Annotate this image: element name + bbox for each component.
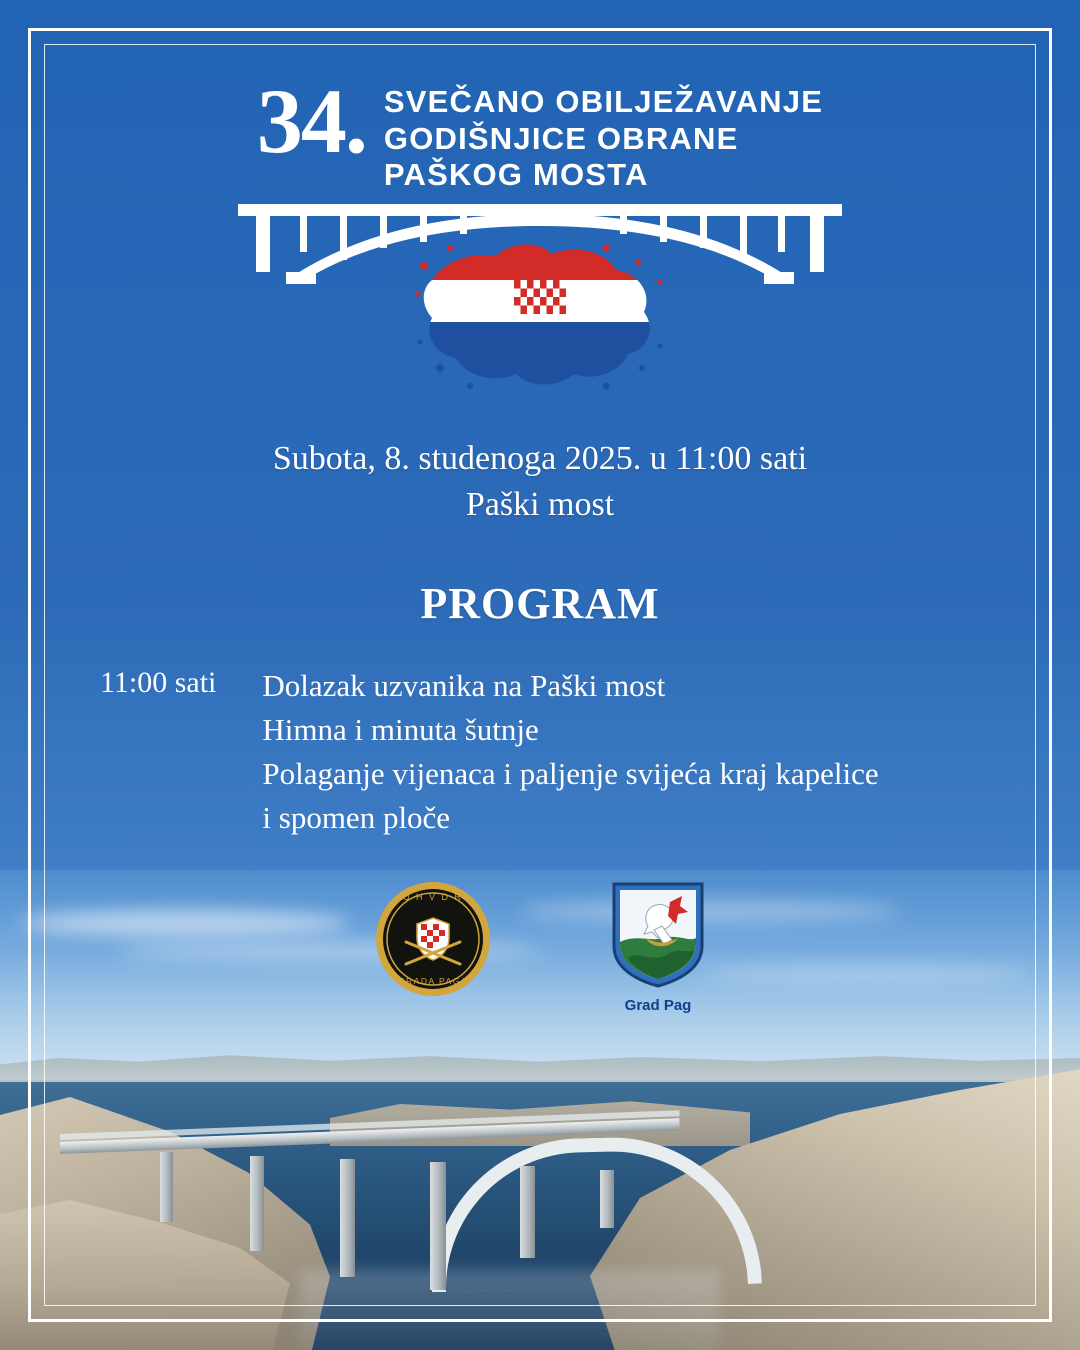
program-item: Dolazak uzvanika na Paški most	[262, 668, 666, 703]
grad-pag-emblem	[610, 880, 706, 1014]
udvdr-top-text: U H V D R	[402, 892, 464, 902]
bridge-pier	[160, 1152, 173, 1222]
title-line-2: GODIŠNJICE OBRANE	[383, 120, 739, 156]
title-line-1: SVEČANO OBILJEŽAVANJE	[383, 84, 824, 119]
emblem-row	[0, 880, 1080, 1014]
program-item: i spomen ploče	[262, 800, 451, 836]
event-date: Subota, 8. studenoga 2025. u 11:00 sati	[272, 440, 808, 477]
program-heading: PROGRAM	[420, 579, 660, 628]
grad-pag-label: Grad Pag	[624, 997, 692, 1014]
udvdr-emblem-icon	[374, 880, 492, 998]
bridge-pier	[520, 1166, 535, 1258]
poster-header	[0, 70, 1080, 194]
event-place: Paški most	[465, 485, 615, 523]
program-item: Polaganje vijenaca i paljenje svijeća kraj kapelice	[262, 756, 879, 792]
udvdr-bottom-text: GRADA PAGA	[397, 976, 469, 986]
program-item: Himna i minuta šutnje	[262, 712, 539, 748]
anniversary-number: 34.	[256, 70, 366, 172]
title-line-3: PAŠKOG MOSTA	[383, 157, 649, 193]
bridge-pier	[250, 1156, 264, 1251]
program-time: 11:00 sati	[100, 666, 217, 699]
bridge-pier	[600, 1170, 614, 1228]
poster-title	[384, 74, 823, 194]
program-row	[100, 664, 1000, 840]
croatian-flag-splash-icon	[0, 236, 1080, 406]
event-datetime-block	[0, 436, 1080, 528]
program-items	[262, 664, 878, 840]
bridge-pier	[430, 1162, 446, 1290]
bridge-pier	[340, 1159, 355, 1277]
